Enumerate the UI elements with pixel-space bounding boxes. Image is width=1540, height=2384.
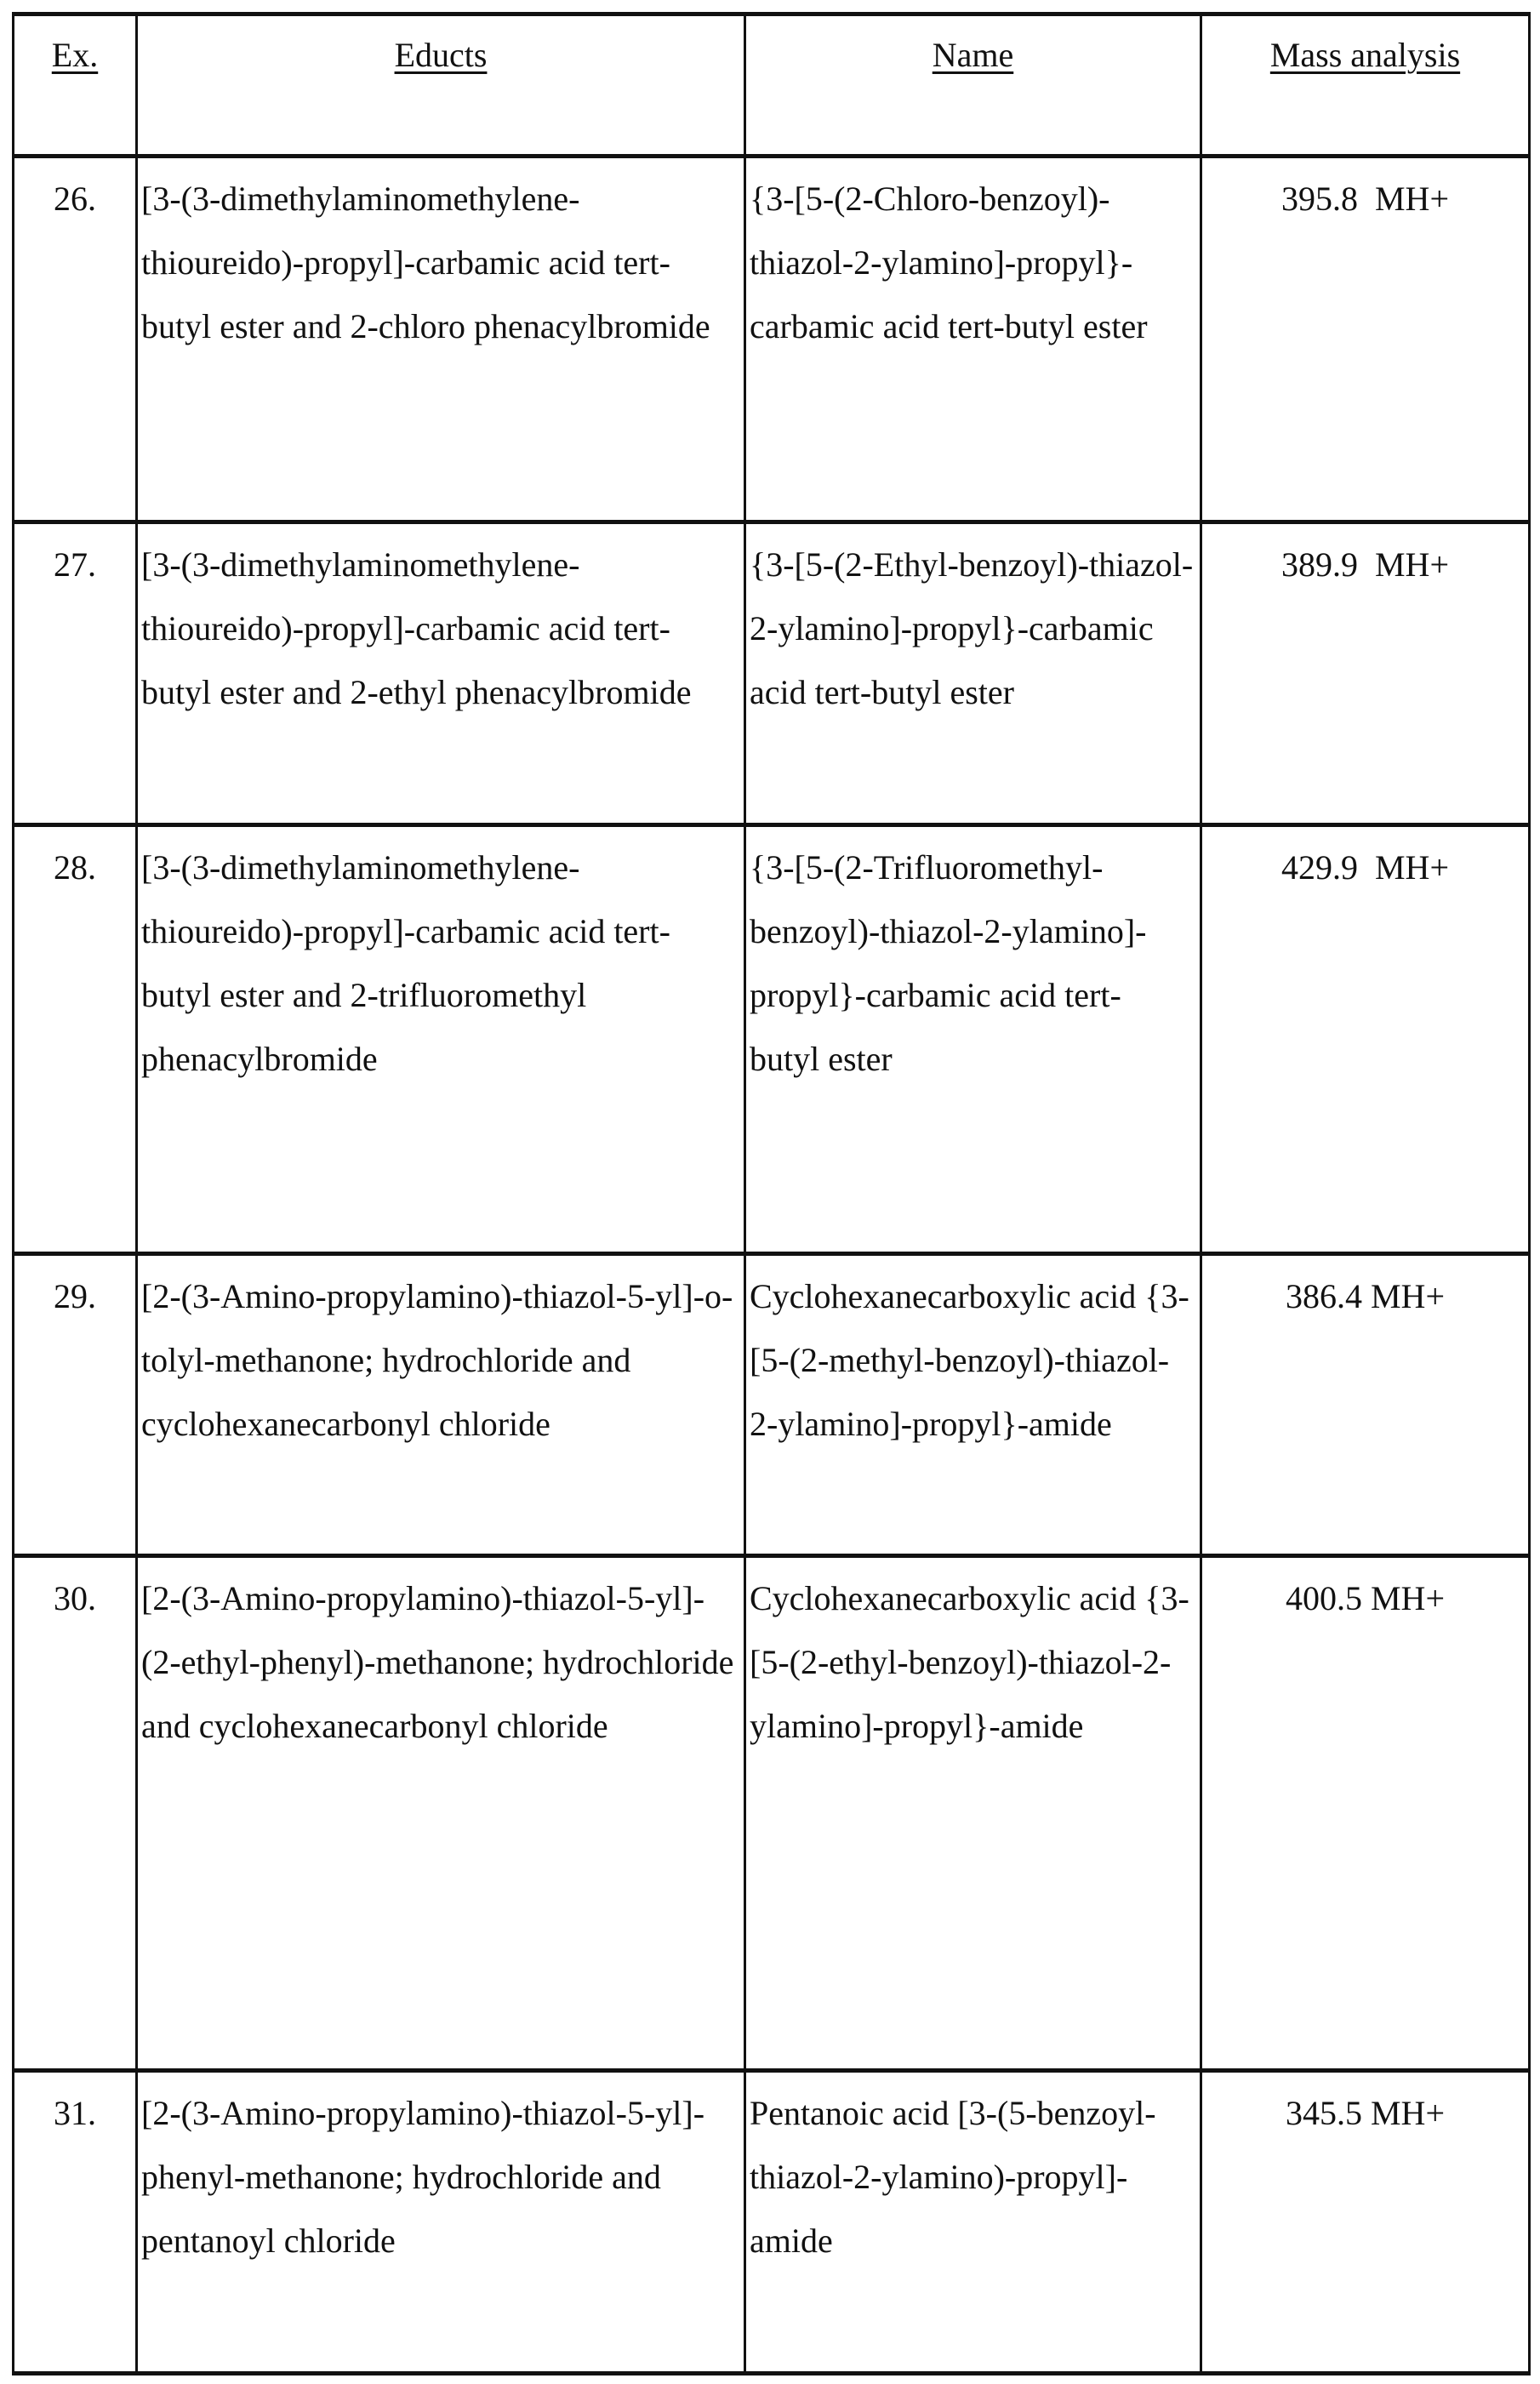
cell-ex: 28.: [14, 825, 137, 1254]
cell-educts: [3-(3-dimethylaminomethylene-thioureido)-propyl]-carbamic acid tert-butyl ester and 2-ethyl phenacylbromide: [137, 522, 745, 825]
cell-educts: [2-(3-Amino-propylamino)-thiazol-5-yl]-(2-ethyl-phenyl)-methanone; hydrochloride and cyclohexanecarbonyl chloride: [137, 1556, 745, 2071]
header-mass-label: Mass analysis: [1269, 36, 1461, 74]
cell-name: Pentanoic acid [3-(5-benzoyl-thiazol-2-ylamino)-propyl]-amide: [745, 2071, 1201, 2374]
cell-mass: 345.5 MH+: [1201, 2071, 1530, 2374]
cell-name: {3-[5-(2-Ethyl-benzoyl)-thiazol-2-ylamino]-propyl}-carbamic acid tert-butyl ester: [745, 522, 1201, 825]
cell-educts: [3-(3-dimethylaminomethylene-thioureido)-propyl]-carbamic acid tert-butyl ester and 2-chloro phenacylbromide: [137, 157, 745, 522]
cell-ex: 30.: [14, 1556, 137, 2071]
compound-table: [12, 12, 1531, 2375]
header-name: [745, 14, 1201, 157]
cell-mass: 400.5 MH+: [1201, 1556, 1530, 2071]
cell-name: Cyclohexanecarboxylic acid {3-[5-(2-ethyl-benzoyl)-thiazol-2-ylamino]-propyl}-amide: [745, 1556, 1201, 2071]
table-row: [14, 825, 1530, 1254]
cell-mass: 429.9 MH+: [1201, 825, 1530, 1254]
header-educts: [137, 14, 745, 157]
cell-ex: 26.: [14, 157, 137, 522]
header-ex: [14, 14, 137, 157]
table-row: [14, 2071, 1530, 2374]
cell-name: Cyclohexanecarboxylic acid {3-[5-(2-methyl-benzoyl)-thiazol-2-ylamino]-propyl}-amide: [745, 1254, 1201, 1556]
header-row: [14, 14, 1530, 157]
cell-name: {3-[5-(2-Trifluoromethyl-benzoyl)-thiazol-2-ylamino]-propyl}-carbamic acid tert- butyl ester: [745, 825, 1201, 1254]
cell-ex: 27.: [14, 522, 137, 825]
table-row: [14, 1556, 1530, 2071]
cell-name: {3-[5-(2-Chloro-benzoyl)-thiazol-2-ylamino]-propyl}-carbamic acid tert-butyl ester: [745, 157, 1201, 522]
cell-ex: 31.: [14, 2071, 137, 2374]
cell-educts: [2-(3-Amino-propylamino)-thiazol-5-yl]-phenyl-methanone; hydrochloride and pentanoyl chloride: [137, 2071, 745, 2374]
header-mass: [1201, 14, 1530, 157]
header-educts-label: Educts: [394, 36, 488, 74]
cell-mass: 389.9 MH+: [1201, 522, 1530, 825]
table-row: [14, 522, 1530, 825]
cell-mass: 386.4 MH+: [1201, 1254, 1530, 1556]
cell-educts: [2-(3-Amino-propylamino)-thiazol-5-yl]-o-tolyl-methanone; hydrochloride and cyclohexanecarbonyl chloride: [137, 1254, 745, 1556]
cell-ex: 29.: [14, 1254, 137, 1556]
table-row: [14, 157, 1530, 522]
header-name-label: Name: [932, 36, 1014, 74]
cell-mass: 395.8 MH+: [1201, 157, 1530, 522]
cell-educts: [3-(3-dimethylaminomethylene-thioureido)-propyl]-carbamic acid tert-butyl ester and 2-trifluoromethyl phenacylbromide: [137, 825, 745, 1254]
header-ex-label: Ex.: [51, 36, 99, 74]
table-row: [14, 1254, 1530, 1556]
